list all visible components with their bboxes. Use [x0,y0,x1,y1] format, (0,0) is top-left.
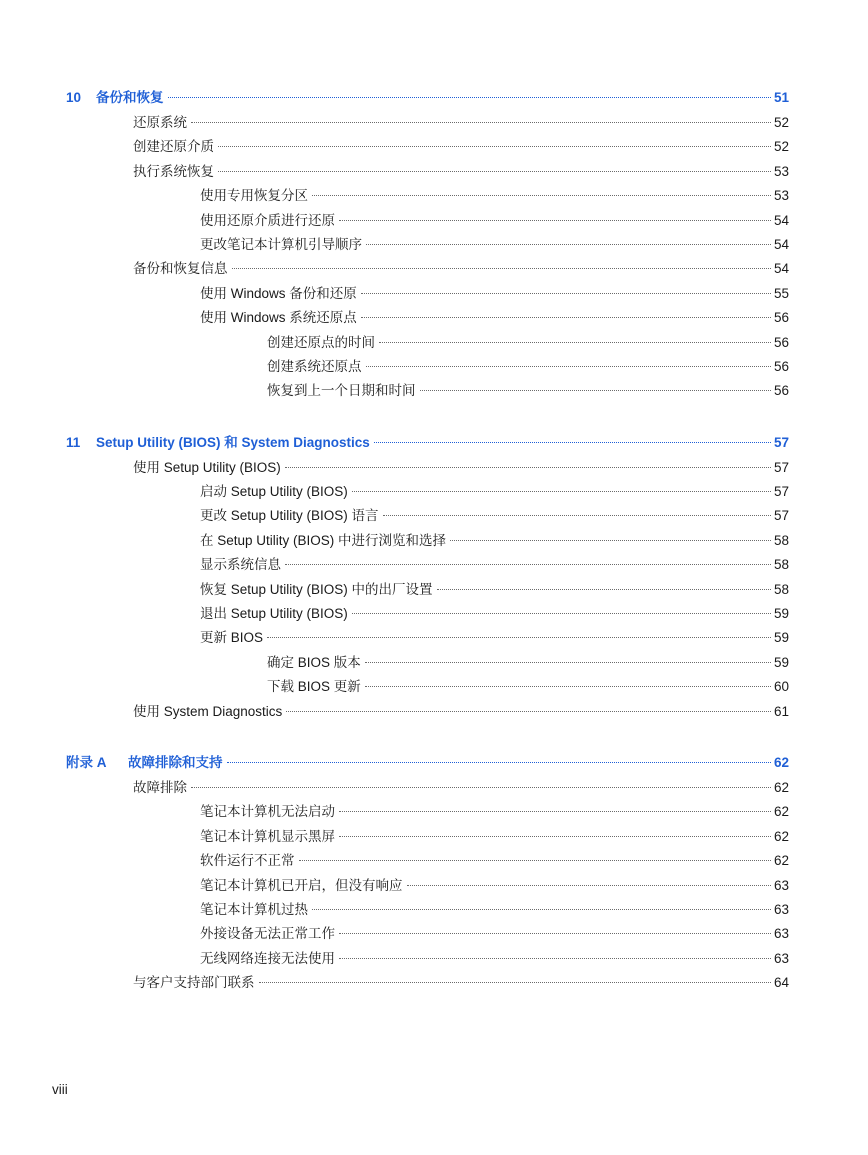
chapter-heading [66,85,164,111]
page-number-ref: 64 [773,975,789,991]
toc-entry[interactable] [0,651,868,675]
page-number-ref: 59 [773,630,789,646]
toc-entry[interactable] [0,849,868,873]
dot-leader [339,835,771,837]
table-of-contents [0,85,868,996]
page-number-ref: 63 [773,950,789,966]
chapter-number: 11 [66,434,81,450]
page-number: viii [52,1082,68,1097]
chapter-heading [66,430,370,456]
page-number-ref: 63 [773,926,789,942]
toc-entry[interactable] [0,626,868,650]
page-number-ref: 57 [773,434,789,450]
dot-leader [259,981,771,983]
toc-entry[interactable] [0,675,868,699]
toc-entry-label: 使用 System Diagnostics [133,703,283,719]
toc-entry-label: 执行系统恢复 [133,163,214,179]
toc-entry[interactable] [0,529,868,553]
dot-leader [365,685,771,687]
dot-leader [366,243,771,245]
dot-leader [312,908,771,910]
toc-entry-label: 更新 BIOS [200,630,264,646]
page-number-ref: 52 [773,115,789,130]
toc-entry[interactable] [0,282,868,306]
toc-entry-label: 笔记本计算机无法启动 [200,804,335,820]
toc-entry[interactable] [0,971,868,995]
page-number-ref: 63 [773,877,789,893]
toc-entry[interactable] [0,111,868,135]
page-number-ref: 57 [773,459,789,475]
chapter-number: 10 [66,90,82,105]
section-gap [0,404,868,430]
dot-leader [285,563,771,565]
dot-leader [339,957,771,959]
page-number-ref: 58 [773,581,789,597]
dot-leader [312,194,771,196]
toc-entry[interactable] [0,257,868,281]
page-number-ref: 56 [773,383,789,399]
toc-entry-label: 还原系统 [133,115,187,130]
toc-entry-label: 使用 Windows 备份和还原 [200,285,357,301]
toc-entry[interactable] [0,947,868,971]
toc-entry-label: 故障排除 [133,779,187,795]
toc-entry-label: 更改 Setup Utility (BIOS) 语言 [200,508,379,524]
toc-entry[interactable] [0,874,868,898]
toc-entry-label: 使用 Setup Utility (BIOS) [133,459,281,475]
dot-leader [191,786,771,788]
page-number-ref: 54 [773,236,789,252]
toc-entry-label: 无线网络连接无法使用 [200,950,335,966]
section-gap [0,724,868,750]
toc-chapter-entry[interactable] [0,430,868,456]
dot-leader [437,588,771,590]
dot-leader [285,466,771,468]
toc-entry-label: 退出 Setup Utility (BIOS) [200,606,348,622]
chapter-number: 附录 A [66,754,107,770]
page-number-ref: 62 [773,853,789,869]
page-number-ref: 62 [773,804,789,820]
page-number-ref: 54 [773,212,789,228]
dot-leader [365,661,771,663]
toc-entry-label: 使用还原介质进行还原 [200,212,335,228]
dot-leader [191,121,771,123]
page-number-ref: 58 [773,532,789,548]
chapter-title: 故障排除和支持 [128,754,223,770]
dot-leader [361,316,771,318]
dot-leader [383,514,771,516]
toc-entry-label: 更改笔记本计算机引导顺序 [200,236,362,252]
page-number-ref: 62 [773,828,789,844]
dot-leader [339,219,771,221]
toc-entry-label: 恢复 Setup Utility (BIOS) 中的出厂设置 [200,581,433,597]
page-number-ref: 53 [773,188,789,204]
toc-entry[interactable] [0,504,868,528]
page-number-ref: 62 [773,779,789,795]
page-number-ref: 52 [773,139,789,155]
toc-entry[interactable] [0,922,868,946]
toc-entry-label: 使用专用恢复分区 [200,188,308,204]
dot-leader [267,636,771,638]
page-number-ref: 58 [773,557,789,573]
dot-leader [286,710,771,712]
toc-entry[interactable] [0,160,868,184]
toc-entry-label: 备份和恢复信息 [133,261,228,277]
toc-entry[interactable] [0,776,868,800]
page-number-ref: 61 [773,703,789,719]
toc-entry-label: 恢复到上一个日期和时间 [267,383,416,399]
toc-entry-label: 启动 Setup Utility (BIOS) [200,484,348,500]
page-number-ref: 63 [773,901,789,917]
toc-entry[interactable] [0,456,868,480]
toc-entry-label: 笔记本计算机显示黑屏 [200,828,335,844]
dot-leader [407,884,771,886]
page-number-ref: 53 [773,163,789,179]
toc-entry[interactable] [0,800,868,824]
toc-chapter-entry[interactable] [0,85,868,111]
toc-entry[interactable] [0,135,868,159]
page-number-ref: 60 [773,679,789,695]
toc-entry-label: 使用 Windows 系统还原点 [200,310,357,326]
toc-entry[interactable] [0,209,868,233]
toc-entry[interactable] [0,700,868,724]
toc-entry[interactable] [0,379,868,403]
page-number-ref: 54 [773,261,789,277]
toc-entry-label: 显示系统信息 [200,557,281,573]
dot-leader [352,490,771,492]
page-number-ref: 51 [773,90,789,105]
toc-entry[interactable] [0,355,868,379]
page-number-ref: 56 [773,310,789,326]
dot-leader [218,170,771,172]
toc-entry[interactable] [0,825,868,849]
toc-entry-label: 与客户支持部门联系 [133,975,255,991]
chapter-title: Setup Utility (BIOS) 和 System Diagnostics [96,434,370,450]
dot-leader [374,441,771,443]
chapter-heading [66,750,223,776]
dot-leader [420,389,771,391]
toc-entry-label: 下载 BIOS 更新 [267,679,361,695]
dot-leader [168,96,771,98]
toc-entry[interactable] [0,553,868,577]
dot-leader [450,539,771,541]
page-number-ref: 55 [773,285,789,301]
page-number-ref: 59 [773,606,789,622]
dot-leader [227,761,771,763]
toc-entry-label: 创建还原点的时间 [267,334,375,350]
toc-entry[interactable] [0,306,868,330]
dot-leader [218,145,771,147]
dot-leader [339,810,771,812]
page-number-ref: 56 [773,334,789,350]
chapter-title: 备份和恢复 [96,90,164,105]
toc-entry[interactable] [0,184,868,208]
page-number-ref: 62 [773,754,789,770]
toc-entry[interactable] [0,233,868,257]
toc-entry-label: 笔记本计算机过热 [200,901,308,917]
toc-entry-label: 在 Setup Utility (BIOS) 中进行浏览和选择 [200,532,447,548]
dot-leader [299,859,771,861]
toc-entry-label: 创建还原介质 [133,139,214,155]
toc-entry-label: 确定 BIOS 版本 [267,654,361,670]
toc-entry[interactable] [0,480,868,504]
toc-entry-label: 创建系统还原点 [267,358,362,374]
page-number-ref: 57 [773,484,789,500]
dot-leader [352,612,771,614]
toc-entry-label: 外接设备无法正常工作 [200,926,335,942]
dot-leader [379,341,771,343]
page-number-ref: 57 [773,508,789,524]
page-number-ref: 59 [773,654,789,670]
toc-entry[interactable] [0,331,868,355]
toc-entry[interactable] [0,578,868,602]
dot-leader [366,365,771,367]
toc-entry-label: 笔记本计算机已开启，但没有响应 [200,877,403,893]
toc-entry-label: 软件运行不正常 [200,853,295,869]
toc-entry[interactable] [0,898,868,922]
toc-entry[interactable] [0,602,868,626]
dot-leader [361,292,771,294]
dot-leader [339,932,771,934]
dot-leader [232,267,771,269]
page-number-ref: 56 [773,358,789,374]
toc-chapter-entry[interactable] [0,750,868,776]
